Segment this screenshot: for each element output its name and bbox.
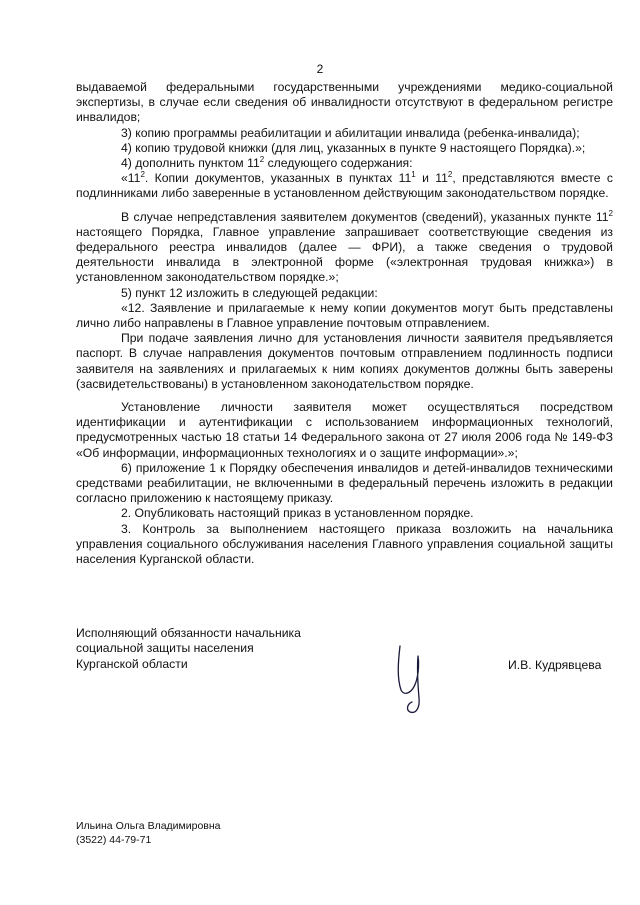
position-line: Курганской области bbox=[76, 656, 188, 671]
handwritten-signature bbox=[388, 638, 438, 718]
executor-name: Ильина Ольга Владимировна bbox=[76, 820, 221, 832]
non-submission-a: В случае непредставления заявителем документов (сведений), указанных пункте 11 bbox=[121, 209, 609, 224]
p11-2-a: «11 bbox=[121, 171, 141, 186]
paragraph-continuation: выдаваемой федеральными государственными учреждениями медико-социальной экспертизы, в случае если сведения об инвалидности отсутствуют в федеральном регистре инвалидов; bbox=[76, 80, 613, 125]
amend-4-text: 4) дополнить пунктом 11 bbox=[121, 156, 260, 171]
superscript: 1 bbox=[411, 170, 416, 180]
document-body bbox=[76, 80, 613, 567]
paragraph-item-6: 6) приложение 1 к Порядку обеспечения инвалидов и детей-инвалидов техническими средствами реабилитации, не включенными в федеральный перечень изложить в редакции согласно приложению к настоящему приказу. bbox=[76, 460, 613, 506]
superscript: 2 bbox=[259, 155, 265, 165]
executor-phone: (3522) 44-79-71 bbox=[76, 833, 152, 846]
paragraph-in-person: При подаче заявления лично для установления личности заявителя предъявляется паспорт. В случае направления документов почтовым отправлением подлинность подписи заявителя на заявлениях и прилагаемых к ним копиях документов должны быть заверены (засвидетельствованы) в установленном законодательством порядке. bbox=[76, 331, 613, 391]
paragraph-identification: Установление личности заявителя может осуществляться посредством идентификации и аутентификации с использованием информационных технологий, предусмотренных частью 18 статьи 14 Федерального закона от 27 июля 2006 года № 149-ФЗ «Об информации, информационных технологиях и о защите информации».»; bbox=[76, 400, 613, 460]
superscript: 2 bbox=[608, 208, 613, 218]
paragraph-12: «12. Заявление и прилагаемые к нему копии документов могут быть представлены лично либо направлены в Главное управление почтовым отправлением. bbox=[76, 300, 613, 331]
superscript: 2 bbox=[447, 170, 453, 180]
signer-name: И.В. Кудрявцева bbox=[508, 658, 602, 672]
paragraph-publish: 2. Опубликовать настоящий приказ в установленном порядке. bbox=[121, 506, 474, 521]
superscript: 2 bbox=[140, 170, 145, 180]
paragraph-item-5: 5) пункт 12 изложить в следующей редакции: bbox=[121, 285, 378, 300]
non-submission-b: настоящего Порядка, Главное управление запрашивает соответствующие сведения из федерального реестра инвалидов (далее — ФРИ), а также сведения о трудовой деятельности инвалида в электронной форме («электронная трудовая книжка») в установленном законодательством порядке.»; bbox=[76, 224, 613, 285]
p11-2-b: . Копии документов, указанных в пунктах 11 bbox=[144, 171, 412, 186]
paragraph-control: 3. Контроль за выполнением настоящего приказа возложить на начальника управления социального обслуживания населения Главного управления социальной защиты населения Курганской области. bbox=[76, 521, 613, 567]
p11-2-c: и 11 bbox=[415, 171, 448, 186]
position-line: Исполняющий обязанности начальника bbox=[76, 626, 301, 640]
page-number: 2 bbox=[316, 62, 324, 76]
paragraph-item-4: 4) копию трудовой книжки (для лиц, указанных в пункте 9 настоящего Порядка).»; bbox=[121, 140, 586, 155]
paragraph-amend-4 bbox=[76, 156, 613, 171]
amend-4-text-end: следующего содержания: bbox=[264, 156, 413, 171]
position-line: социальной защиты населения bbox=[76, 641, 254, 656]
p11-2-d: , представляются вместе с подлинниками либо заверенные в установленном действующим законодательством порядке. bbox=[76, 171, 613, 201]
paragraph-item-3: 3) копию программы реабилитации и абилитации инвалида (ребенка-инвалида); bbox=[121, 125, 580, 140]
paragraph-non-submission bbox=[76, 210, 613, 286]
executor-contact bbox=[76, 820, 221, 847]
paragraph-11-2 bbox=[76, 171, 613, 201]
signatory-position bbox=[76, 626, 301, 672]
